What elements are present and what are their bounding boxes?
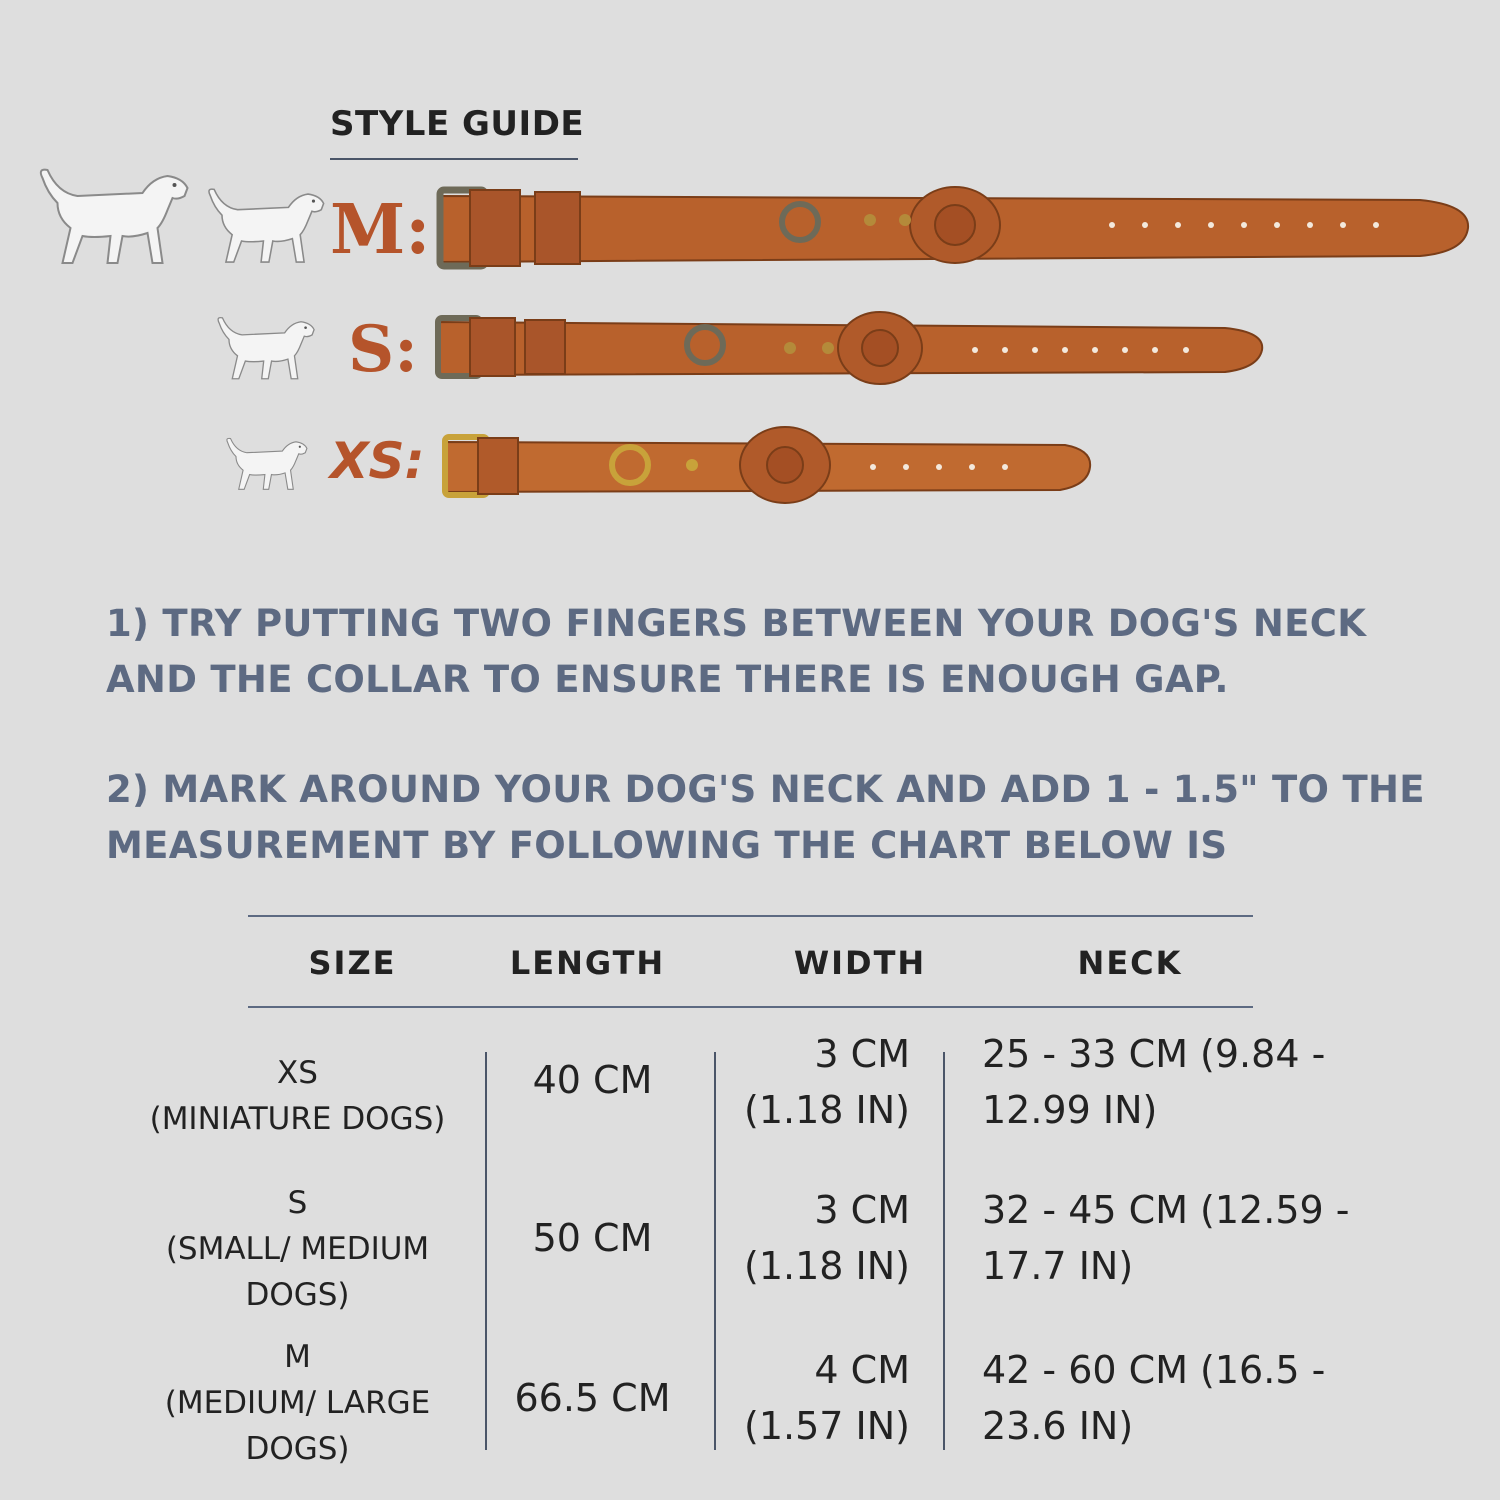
instruction-1: 1) TRY PUTTING TWO FINGERS BETWEEN YOUR DOG'S NECK AND THE COLLAR TO ENSURE THERE IS ENOUGH GAP. bbox=[106, 602, 1367, 701]
table-row-xs-length: 40 CM bbox=[532, 1058, 653, 1102]
style-guide-illustration bbox=[0, 0, 1500, 540]
instruction-2: 2) MARK AROUND YOUR DOG'S NECK AND ADD 1 - 1.5" TO THE MEASUREMENT BY FOLLOWING THE CHART BELOW IS bbox=[106, 768, 1425, 867]
collar-image bbox=[445, 427, 1090, 503]
header-width: WIDTH bbox=[793, 944, 927, 982]
collar-image bbox=[440, 187, 1468, 266]
dog-icon bbox=[209, 189, 324, 262]
size-label-xs: XS: bbox=[330, 432, 425, 490]
dog-icon bbox=[227, 438, 307, 489]
table-row-m-neck: 42 - 60 CM (16.5 - 23.6 IN) bbox=[982, 1348, 1326, 1448]
table-row-s-size: S (SMALL/ MEDIUM DOGS) bbox=[165, 1185, 430, 1313]
header-length: LENGTH bbox=[509, 944, 666, 982]
table-row-m-size: M (MEDIUM/ LARGE DOGS) bbox=[164, 1339, 431, 1467]
table-row-xs-neck: 25 - 33 CM (9.84 - 12.99 IN) bbox=[982, 1032, 1326, 1132]
table-header-rule bbox=[248, 1006, 1253, 1008]
table-row-s-neck: 32 - 45 CM (12.59 - 17.7 IN) bbox=[982, 1188, 1350, 1288]
table-row-m-length: 66.5 CM bbox=[514, 1376, 671, 1420]
table-row-s-length: 50 CM bbox=[532, 1216, 653, 1260]
size-label-m: M: bbox=[330, 190, 431, 270]
collar-image bbox=[438, 312, 1262, 384]
style-guide-title: STYLE GUIDE bbox=[330, 104, 585, 144]
dog-icon bbox=[41, 170, 188, 263]
header-size: SIZE bbox=[308, 944, 397, 982]
table-row-xs-size: XS (MINIATURE DOGS) bbox=[149, 1055, 446, 1137]
dog-icon bbox=[218, 318, 314, 379]
column-divider bbox=[485, 1052, 487, 1450]
table-row-s-width: 3 CM (1.18 IN) bbox=[744, 1188, 910, 1288]
size-label-s: S: bbox=[348, 312, 418, 387]
table-top-rule bbox=[248, 915, 1253, 917]
column-divider bbox=[943, 1052, 945, 1450]
table-row-m-width: 4 CM (1.57 IN) bbox=[744, 1348, 910, 1448]
column-divider bbox=[714, 1052, 716, 1450]
header-neck: NECK bbox=[1077, 944, 1183, 982]
table-row-xs-width: 3 CM (1.18 IN) bbox=[744, 1032, 910, 1132]
